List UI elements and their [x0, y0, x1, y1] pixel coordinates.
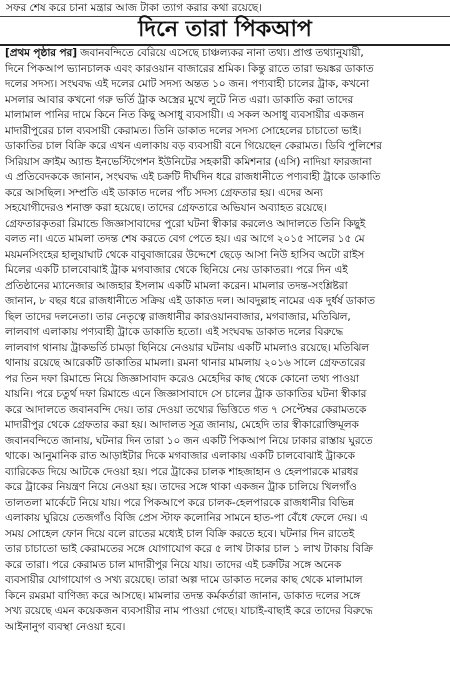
article-line: লালবাগ থানায় ট্রাকভর্তি চামড়া ছিনিয়ে নেওয়ার ঘটনায় একটি মামলাও রয়েছে। মতিঝিল: [5, 341, 369, 354]
article-line: তালতলা মার্কেটে নিয়ে যায়। পরে পিকআপে করে চালক-হেলপারকে রাজধানীর বিভিন্ন: [5, 496, 355, 509]
article-line: করে ট্রাকের নিয়ন্ত্রণ নিয়ে নেওয়া হয়। তাদের সঙ্গে থাকা একজন ট্রাক চালিয়ে খিলগাঁও: [5, 481, 357, 493]
article-headline: দিনে তারা পিকআপ: [138, 16, 312, 42]
article-line: করে আসছিল। সম্প্রতি এই ডাকাত দলের পাঁচ সদস্য গ্রেফতার হয়। এদের অন্য: [5, 186, 323, 199]
article-line: প্রতিষ্ঠানের ম্যানেজার আজহার ইসলাম একটি মামলা করেন। মামলার তদন্ত-সংশ্লিষ্টরা: [5, 279, 348, 292]
article-line: ময়মনসিংহের হালুয়াঘাট থেকে বাবুবাজারের উদ্দেশে ছেড়ে আসা নিউ হাসিব অটো রাইস: [5, 248, 365, 261]
article-line: ছিল তাদের দলনেতা। তার নেতৃত্বে রাজধানীর কারওয়ানবাজার, মগবাজার, মতিঝিল,: [5, 310, 351, 323]
article-line: করে তারা। পরে কেরামত চাল মাদারীপুর নিয়ে যায়। তাদের এই চক্রটির সঙ্গে অনেক: [5, 558, 342, 571]
article-line: মাদারীপুরের চাল ব্যবসায়ী কেরামত। তিনি ডাকাত দলের সদস্য সোহেলের চাচাতো ভাই।: [5, 124, 362, 137]
article-line: দলের সদস্য। সংঘবদ্ধ এই দলের মোট সদস্য অন্তত ১০ জন। পণ্যবাহী চালের ট্রাক, কখনো: [5, 78, 370, 90]
article-line: ব্যবসায়ীর যোগাযোগ ও সখ্য রয়েছে। তারা অল্প দামে ডাকাত দলের কাছ থেকে মালামাল: [5, 574, 363, 586]
article-line: কিনে রমরমা বাণিজ্য করে আসছে। মামলার তদন্ত কর্মকর্তারা জানান, ডাকাত দলের সঙ্গে: [5, 589, 361, 602]
article-line: মাদারীপুর থেকে গ্রেফতার করা হয়। আদালত সূত্র জানায়, মেহেদি তার স্বীকারোক্তিমূলক: [5, 419, 359, 431]
article-line: থাকে। আনুমানিক রাত আড়াইটার দিকে মগবাজার এলাকায় একটি চালবোঝাই ট্রাককে: [5, 450, 355, 462]
article-line: ব্যারিকেড দিয়ে আটকে দেওয়া হয়। পরে ট্রাকের চালক শাহজাহান ও হেলপারকে মারধর: [5, 465, 359, 478]
article-line: সহযোগীদেরও শনাক্ত করা হয়েছে। তাদের গ্রেফতারে অভিযান অব্যাহত রয়েছে।: [5, 202, 327, 214]
article-line: সিরিয়াস ক্রাইম অ্যান্ড ইনভেস্টিগেশন ইউনিটের সহকারী কমিশনার (এসি) নাদিয়া ফারজানা: [5, 155, 372, 168]
previous-article-tail: সফর শেষ করে চানা মন্ত্রার আজ টাকা ত্যাগ করার কথা রয়েছে।: [6, 2, 262, 14]
article-line: জানান, ৮ বছর ধরে রাজধানীতে সক্রিয় এই ডাকাত দল। আবদুল্লাহ নামের এক দুর্ধর্ষ ডাকাত: [5, 295, 375, 307]
article-line: করে আদালতে জবানবন্দি দেয়। তার দেওয়া তথ্যের ভিত্তিতে গত ৭ সেপ্টেম্বর কেরামতকে: [5, 403, 367, 416]
article-line: মালামাল পানির দামে কিনে নিত কিছু অসাধু ব্যবসায়ী। এ সকল অসাধু ব্যবসায়ীর একজন: [5, 109, 364, 121]
article-line: সখ্য রয়েছে এমন কয়েকজন ব্যবসায়ীর নাম পাওয়া গেছে। যাচাই-বাছাই করে তাদের বিরুদ্ধে: [5, 605, 373, 617]
article-line-text: জবানবন্দিতে বেরিয়ে এসেছে চাঞ্চল্যকর নানা তথ্য। প্রাপ্ত তথ্যানুযায়ী,: [80, 47, 364, 59]
article-line: জবানবন্দিতে জানায়, ঘটনার দিন তারা ১০ জন একটি পিকআপ নিয়ে ঢাকার রাস্তায় ঘুরতে: [5, 434, 373, 447]
article-line: [5, 46, 445, 62]
article-line: ডাকাতির চাল বিক্রি করে এখন এলাকায় বড় ব্যবসায়ী বনে গিয়েছেন কেরামত। ডিবি পুলিশের: [5, 140, 382, 152]
article-line: পর তিন দফা রিমান্ডে নিয়ে জিজ্ঞাসাবাদ করেও মেহেদির কাছ থেকে কোনো তথ্য পাওয়া: [5, 372, 360, 385]
continuation-label: [প্রথম পৃষ্ঠার পর]: [5, 47, 77, 59]
article-line: গ্রেফতারকৃতরা রিমান্ডে জিজ্ঞাসাবাদের পুরো ঘটনা স্বীকার করলেও আদালতে তিনি কিছুই: [5, 217, 366, 230]
article-line: তার চাচাতো ভাই কেরামতের সঙ্গে যোগাযোগ করে ৫ লাখ টাকার চাল ১ লাখ টাকায় বিক্রি: [5, 543, 373, 555]
article-line: মসলার আবার কখনো গরু ভর্তি ট্রাক অস্ত্রের মুখে লুটে নিত এরা। ডাকাতি করা তাদের: [5, 93, 354, 106]
article-body: [5, 46, 445, 686]
article-line: সময় সোহেল ফোন দিয়ে বলে রাতের মধ্যেই চাল বিক্রি করতে হবে। ঘটনার দিন রাতেই: [5, 527, 355, 540]
article-line: এলাকায় ঘুরিয়ে তেজগাঁও বিজি প্রেস স্টাফ কলোনির সামনে হাত-পা বেঁধে ফেলে দেয়। এ: [5, 512, 369, 524]
article-line: এ প্রতিবেদককে জানান, সংঘবদ্ধ এই চক্রটি দীর্ঘদিন ধরে রাজধানীতে পণ্যবাহী ট্রাকে ডাকাতি: [5, 171, 381, 183]
article-line: মিলের একটি চালবোঝাই ট্রাক মগবাজার থেকে ছিনিয়ে নেয় ডাকাতরা। পরে দিন এই: [5, 264, 348, 276]
article-line: লালবাগ এলাকায় পণ্যবাহী ট্রাকে ডাকাতি হতো। এই সংঘবদ্ধ ডাকাত দলের বিরুদ্ধে: [5, 326, 344, 338]
article-line: বলত না। এতে মামলা তদন্ত শেষ করতে বেগ পেতে হয়। এর আগে ২০১৫ সালের ১৫ মে: [5, 233, 365, 245]
article-line: দিনে পিকআপ ভ্যানচালক এবং কারওয়ান বাজারের শ্রমিক। কিন্তু রাতে তারা ভয়ঙ্কর ডাকাত: [5, 62, 374, 75]
article-line: আইনানুগ ব্যবস্থা নেওয়া হবে।: [5, 620, 126, 633]
article-line: থানায় রয়েছে আরেকটি ডাকাতির মামলা। রমনা থানার মামলায় ২০১৬ সালে গ্রেফতারের: [5, 357, 366, 369]
article-line: যায়নি। পরে চতুর্থ দফা রিমান্ডে এনে জিজ্ঞাসাবাদে সে চালের ট্রাক ডাকাতির ঘটনা স্বীকার: [5, 388, 367, 400]
